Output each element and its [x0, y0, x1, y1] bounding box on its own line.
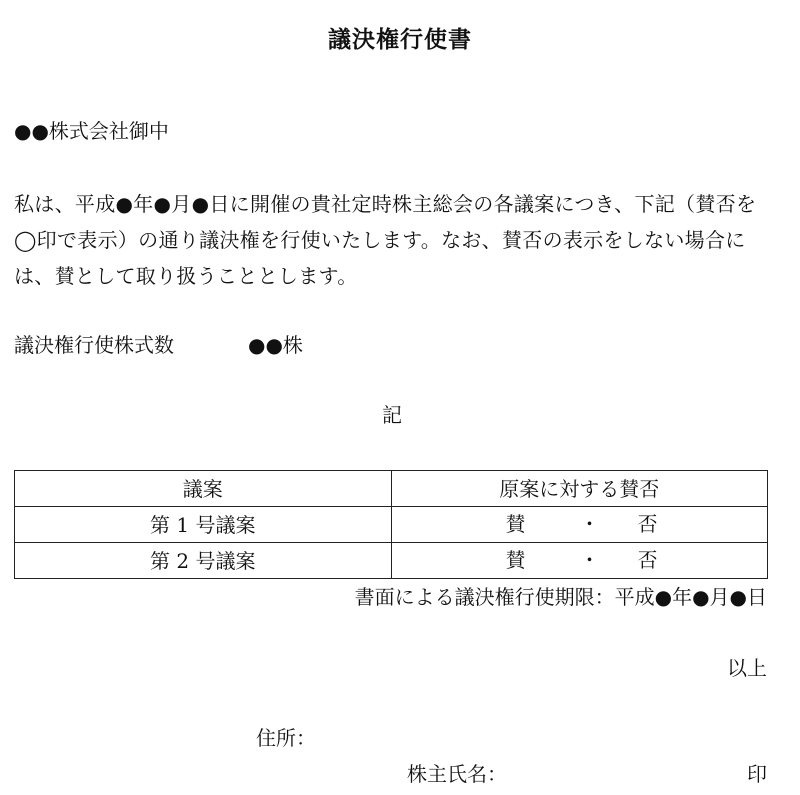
shares-value: ●●株 [248, 333, 303, 357]
table-row [15, 543, 768, 579]
body-paragraph: 私は、平成●年●月●日に開催の貴社定時株主総会の各議案につき、下記（賛否を◯印で表示）の通り議決権を行使いたします。なお、賛否の表示をしない場合には、賛として取り扱うこととします。 [14, 192, 757, 288]
vote-separator: ・ [579, 512, 600, 536]
table-header-row [15, 471, 768, 507]
vote-cell [391, 507, 768, 543]
shareholder-name-label: 株主氏名： [407, 762, 507, 786]
seal-mark: 印 [747, 762, 767, 786]
vote-cell [391, 543, 768, 579]
proposal-cell: 第 1 号議案 [15, 507, 392, 543]
vote-separator: ・ [579, 548, 600, 572]
vote-no[interactable]: 否 [637, 512, 658, 536]
vote-no[interactable]: 否 [637, 548, 658, 572]
deadline-text: 書面による議決権行使期限：平成●年●月●日 [354, 585, 767, 609]
addressee: ●●株式会社御中 [14, 119, 169, 143]
address-label: 住所： [256, 726, 316, 750]
table-row [15, 507, 768, 543]
shares-label: 議決権行使株式数 [14, 333, 174, 357]
header-proposal: 議案 [15, 471, 392, 507]
document-title: 議決権行使書 [328, 26, 472, 53]
ki-heading: 記 [382, 403, 402, 427]
vote-table [14, 470, 768, 579]
header-vote: 原案に対する賛否 [391, 471, 768, 507]
closing-ijou: 以上 [727, 656, 767, 680]
proposal-cell: 第 2 号議案 [15, 543, 392, 579]
vote-yes[interactable]: 賛 [505, 512, 526, 536]
vote-yes[interactable]: 賛 [505, 548, 526, 572]
